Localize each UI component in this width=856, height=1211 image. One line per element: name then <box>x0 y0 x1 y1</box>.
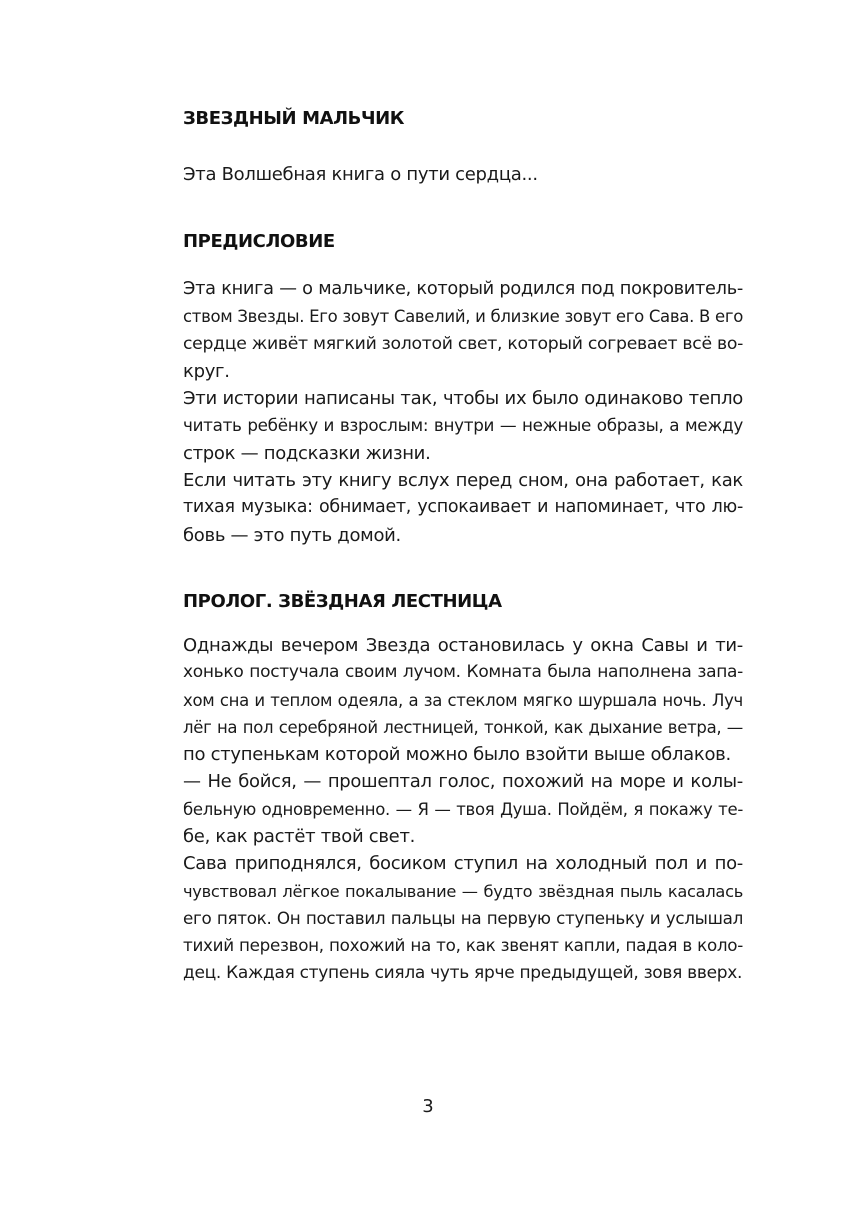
text-line: тихий перезвон, похожий на то, как звенят капли, падая в коло- <box>183 935 743 956</box>
text-line: его пяток. Он поставил пальцы на первую ступеньку и услышал <box>183 907 743 928</box>
text-line: дец. Каждая ступень сияла чуть ярче предыдущей, зовя вверх. <box>183 962 743 983</box>
prologue-paragraph <box>183 850 743 986</box>
prologue-paragraph <box>183 632 743 768</box>
text-line: Сава приподнялся, босиком ступил на холодный пол и по- <box>183 853 743 875</box>
text-line: сердце живёт мягкий золотой свет, который согревает всё во- <box>183 333 743 354</box>
prologue-body <box>183 632 743 987</box>
text-line: бе, как растёт твой свет. <box>183 826 416 848</box>
text-line: бельную одновременно. — Я — твоя Душа. Пойдём, я покажу те- <box>183 799 743 819</box>
text-line: Если читать эту книгу вслух перед сном, она работает, как <box>183 470 743 492</box>
text-line: тихая музыка: обнимает, успокаивает и напоминает, что лю- <box>183 497 743 518</box>
prologue-heading: ПРОЛОГ. ЗВЁЗДНАЯ ЛЕСТНИЦА <box>183 591 502 612</box>
text-line: бовь — это путь домой. <box>183 524 401 546</box>
text-line: хом сна и теплом одеяла, а за стеклом мягко шуршала ночь. Луч <box>183 690 743 710</box>
text-line: строк — подсказки жизни. <box>183 442 431 464</box>
text-line: по ступенькам которой можно было взойти выше облаков. <box>183 744 731 766</box>
preface-body <box>183 276 743 549</box>
preface-paragraph <box>183 276 743 385</box>
preface-heading: ПРЕДИСЛОВИЕ <box>183 231 335 252</box>
prologue-paragraph <box>183 768 743 850</box>
text-line: круг. <box>183 360 230 382</box>
text-line: хонько постучала своим лучом. Комната была наполнена запа- <box>183 662 743 683</box>
text-line: ством Звезды. Его зовут Савелий, и близкие зовут его Сава. В его <box>183 307 743 327</box>
text-line: чувствовал лёгкое покалывание — будто звёздная пыль касалась <box>183 881 743 901</box>
book-title: ЗВЕЗДНЫЙ МАЛЬЧИК <box>183 108 405 129</box>
text-line: Однажды вечером Звезда остановилась у окна Савы и ти- <box>183 635 743 656</box>
text-line: читать ребёнку и взрослым: внутри — нежные образы, а между <box>183 415 743 436</box>
preface-paragraph <box>183 385 743 467</box>
text-line: Эти истории написаны так, чтобы их было одинаково тепло <box>183 388 743 410</box>
preface-paragraph <box>183 467 743 549</box>
epigraph: Эта Волшебная книга о пути сердца... <box>183 164 538 185</box>
text-line: — Не бойся, — прошептал голос, похожий на море и колы- <box>183 771 743 793</box>
text-line: лёг на пол серебряной лестницей, тонкой, как дыхание ветра, — <box>183 717 743 737</box>
text-line: Эта книга — о мальчике, который родился под покровитель- <box>183 279 743 299</box>
page-number: 3 <box>422 1096 434 1117</box>
